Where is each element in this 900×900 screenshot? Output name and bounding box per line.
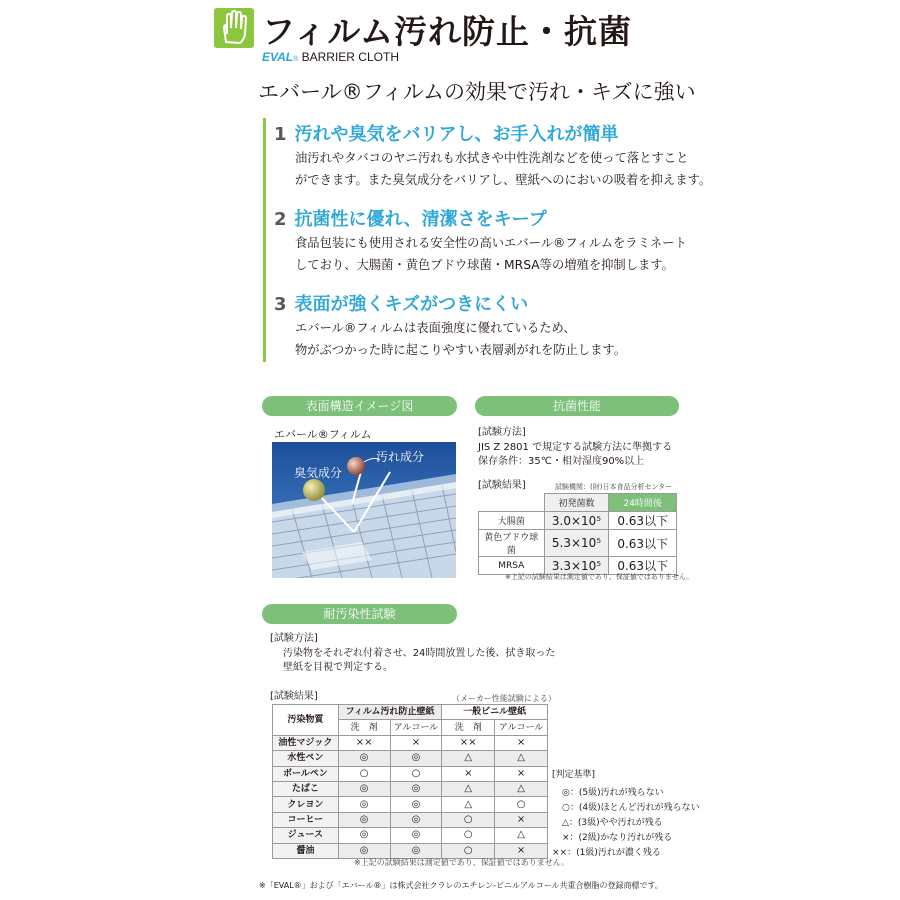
brand-line	[262, 50, 399, 64]
criteria-item: △：(3級)やや汚れが残る	[562, 818, 663, 828]
anti-result-label: [試験結果]	[478, 480, 526, 491]
table-row	[273, 812, 548, 827]
feature-2-heading: 抗菌性に優れ、清潔さをキープ	[294, 209, 547, 230]
table-row	[273, 797, 548, 812]
result-cell: △	[495, 751, 548, 766]
structure-section-header: 表面構造イメージ図	[262, 396, 457, 416]
result-cell: ◎	[338, 781, 390, 796]
result-cell: △	[442, 751, 495, 766]
feature-1-line-2: ができます。また臭気成分をバリアし、壁紙へのにおいの吸着を抑えます。	[295, 173, 712, 187]
substance-name: たばこ	[273, 781, 339, 796]
result-cell: △	[495, 828, 548, 843]
sub-detergent: 洗 剤	[338, 720, 390, 735]
result-cell: ×	[495, 843, 548, 858]
result-cell: ◎	[338, 797, 390, 812]
feature-1-heading: 汚れや臭気をバリアし、お手入れが簡単	[294, 124, 619, 145]
film-label: エバール®フィルム	[274, 428, 372, 441]
stain-section-header: 耐汚染性試験	[262, 604, 457, 624]
feature-3-heading: 表面が強くキズがつきにくい	[294, 294, 529, 315]
feature-3-line-2: 物がぶつかった時に起こりやすい表層剥がれを防止します。	[295, 343, 627, 357]
result-cell: ◎	[390, 797, 442, 812]
feature-1-title	[274, 120, 619, 146]
stain-test-table	[272, 704, 548, 859]
substance-name: 醤油	[273, 843, 339, 858]
substance-name: ボールペン	[273, 766, 339, 781]
feature-3-title	[274, 290, 528, 316]
stain-method-line-1: 汚染物をそれぞれ付着させ、24時間放置した後、拭き取った	[283, 648, 556, 659]
result-cell: ◎	[338, 812, 390, 827]
sub-alcohol: アルコール	[390, 720, 442, 735]
stain-note: ※上記の試験結果は測定値であり、保証値ではありません。	[354, 858, 570, 867]
feature-2-number: 2	[274, 209, 287, 230]
result-cell: ○	[442, 843, 495, 858]
hand-icon	[214, 8, 254, 48]
anti-method-line-2: 保存条件：35℃・相対湿度90%以上	[478, 456, 645, 467]
brand-name: BARRIER CLOTH	[298, 50, 399, 64]
table-row	[273, 735, 548, 750]
subtitle: エバール®フィルムの効果で汚れ・キズに強い	[258, 80, 696, 104]
initial-value: 5.3×10⁵	[544, 530, 609, 557]
odor-label: 臭気成分	[294, 466, 343, 480]
sub-detergent: 洗 剤	[442, 720, 495, 735]
header-substance: 汚染物質	[273, 705, 339, 736]
table-row	[273, 781, 548, 796]
feature-1-line-1: 油汚れやタバコのヤニ汚れも水拭きや中性洗剤などを使って落とすこと	[295, 151, 689, 165]
result-cell: ◎	[338, 843, 390, 858]
result-cell: ×	[495, 812, 548, 827]
initial-value: 3.0×10⁵	[544, 512, 609, 530]
substance-name: 水性ペン	[273, 751, 339, 766]
result-cell: ◎	[338, 751, 390, 766]
result-cell: ○	[390, 766, 442, 781]
sub-alcohol: アルコール	[495, 720, 548, 735]
table-row	[273, 828, 548, 843]
table-row	[479, 530, 677, 557]
result-cell: △	[442, 797, 495, 812]
after-value: 0.63以下	[609, 557, 677, 575]
table-row	[273, 705, 548, 720]
row-label: 大腸菌	[479, 512, 545, 530]
brand-eval: EVAL	[262, 50, 294, 64]
surface-structure-illustration	[272, 442, 456, 578]
anti-method-label: [試験方法]	[478, 427, 526, 438]
antibacterial-section-header: 抗菌性能	[475, 396, 679, 416]
result-cell: ○	[442, 828, 495, 843]
criteria-item: ××：(1級)汚れが濃く残る	[552, 848, 661, 858]
criteria-label: [判定基準]	[552, 770, 596, 780]
result-cell: ◎	[390, 812, 442, 827]
after-value: 0.63以下	[609, 530, 677, 557]
substance-name: クレヨン	[273, 797, 339, 812]
result-cell: ○	[442, 812, 495, 827]
substance-name: コーヒー	[273, 812, 339, 827]
stain-method-label: [試験方法]	[270, 633, 318, 644]
anti-method-line-1: JIS Z 2801 で規定する試験方法に準拠する	[478, 442, 673, 453]
row-label: MRSA	[479, 557, 545, 575]
feature-2-line-1: 食品包装にも使用される安全性の高いエバール®フィルムをラミネート	[295, 236, 687, 250]
stain-method-line-2: 壁紙を目視で判定する。	[283, 662, 393, 673]
result-cell: ◎	[390, 781, 442, 796]
header-vinyl-wallpaper: 一般ビニル壁紙	[442, 705, 548, 720]
result-cell: ××	[338, 735, 390, 750]
criteria-item: ×：(2級)かなり汚れが残る	[562, 833, 673, 843]
result-cell: ×	[442, 766, 495, 781]
feature-accent-bar	[263, 118, 266, 362]
result-cell: ◎	[390, 843, 442, 858]
page-title: フィルム汚れ防止・抗菌	[262, 12, 633, 51]
substance-name: 油性マジック	[273, 735, 339, 750]
anti-note: ※上記の試験結果は測定値であり、保証値ではありません。	[505, 573, 694, 581]
result-cell: ×	[495, 735, 548, 750]
criteria-item: ○：(4級)ほとんど汚れが残らない	[562, 803, 700, 813]
table-row	[479, 512, 677, 530]
antibacterial-table	[478, 493, 677, 575]
header-cell-initial: 初発菌数	[544, 494, 609, 512]
table-row	[273, 751, 548, 766]
after-value: 0.63以下	[609, 512, 677, 530]
header-cell-empty	[479, 494, 545, 512]
maker-note: （メーカー性能試験による）	[452, 694, 556, 703]
feature-3-line-1: エバール®フィルムは表面強度に優れているため、	[295, 321, 576, 335]
feature-2-title	[274, 205, 547, 231]
footer-note: ※「EVAL®」および「エバール®」は株式会社クラレのエチレン-ビニルアルコール共重合樹脂の登録商標です。	[259, 881, 663, 890]
feature-2-line-2: しており、大腸菌・黄色ブドウ球菌・MRSA等の増殖を抑制します。	[295, 258, 674, 272]
result-cell: ○	[338, 766, 390, 781]
row-label: 黄色ブドウ球菌	[479, 530, 545, 557]
result-cell: ××	[442, 735, 495, 750]
feature-1-number: 1	[274, 124, 287, 145]
initial-value: 3.3×10⁵	[544, 557, 609, 575]
anti-institution: 試験機関：(財)日本食品分析センター	[555, 483, 673, 491]
brand-reg: ®	[293, 56, 299, 63]
result-cell: ◎	[390, 751, 442, 766]
table-row	[273, 766, 548, 781]
stain-result-label: [試験結果]	[270, 691, 318, 702]
header-cell-24h: 24時間後	[609, 494, 677, 512]
substance-name: ジュース	[273, 828, 339, 843]
result-cell: ×	[390, 735, 442, 750]
result-cell: △	[495, 781, 548, 796]
stain-label: 汚れ成分	[376, 450, 425, 464]
header-film-wallpaper: フィルム汚れ防止壁紙	[338, 705, 442, 720]
result-cell: ◎	[338, 828, 390, 843]
result-cell: ○	[495, 797, 548, 812]
table-row	[479, 494, 677, 512]
criteria-item: ◎：(5級)汚れが残らない	[562, 788, 664, 798]
result-cell: △	[442, 781, 495, 796]
result-cell: ×	[495, 766, 548, 781]
result-cell: ◎	[390, 828, 442, 843]
feature-3-number: 3	[274, 294, 287, 315]
